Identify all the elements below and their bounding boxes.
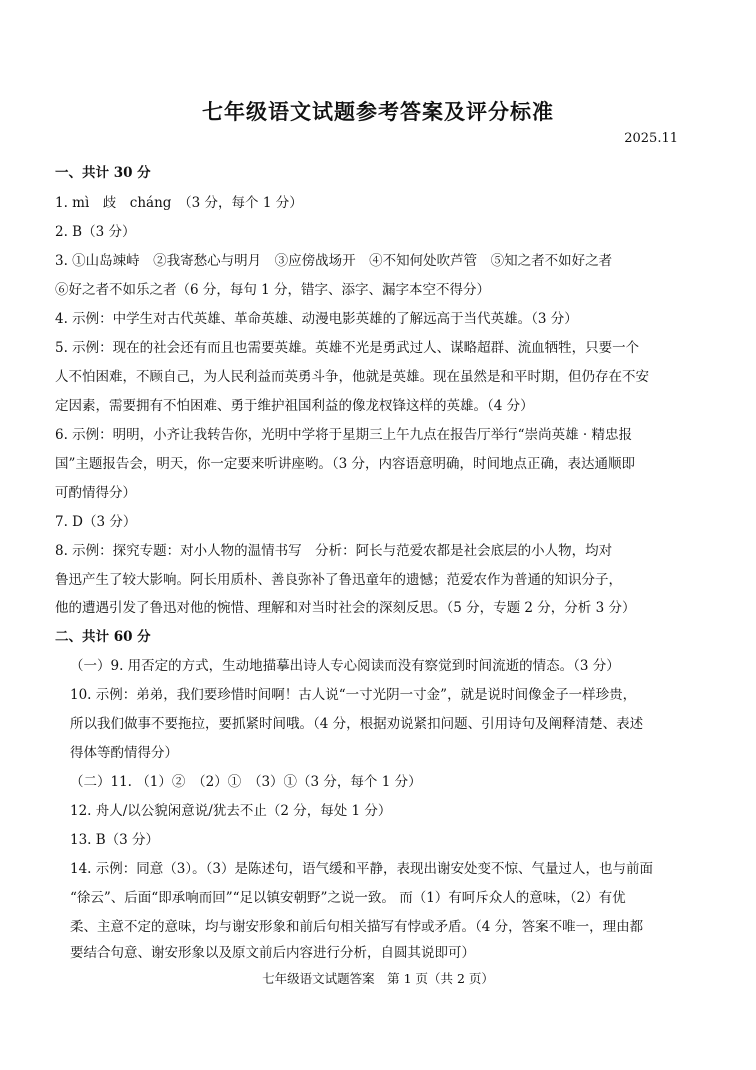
answer-line: 10. 示例：弟弟，我们要珍惜时间啊！古人说“一寸光阴一寸金”，就是说时间像金子一样珍贵， xyxy=(70,687,637,703)
answer-line: 1. mì 歧 cháng （3 分，每个 1 分） xyxy=(55,195,303,211)
answer-line: 可酌情得分） xyxy=(55,485,136,501)
answer-line: “徐云”、后面“即承响而回”“足以镇安朝野”之说一致。 而（1）有呵斥众人的意味，（2）有优 xyxy=(70,890,626,906)
answer-line: ⑥好之者不如乐之者（6 分，每句 1 分，错字、添字、漏字本空不得分） xyxy=(55,282,491,298)
answer-line: 13. B（3 分） xyxy=(70,832,160,848)
answer-line: 柔、主意不定的意味，均与谢安形象和前后句相关描写有悖或矛盾。（4 分，答案不唯一，理由都 xyxy=(70,919,644,935)
answer-line: 得体等酌情得分） xyxy=(70,745,178,761)
answer-line: 5. 示例：现在的社会还有而且也需要英雄。英雄不光是勇武过人、谋略超群、流血牺牲，只要一个 xyxy=(55,340,640,356)
answer-line: 他的遭遇引发了鲁迅对他的惋惜、理解和对当时社会的深刻反思。（5 分，专题 2 分，分析 3 分） xyxy=(55,600,636,616)
page-title: 七年级语文试题参考答案及评分标准 xyxy=(202,99,554,124)
answer-line: 人不怕困难，不顾自己，为人民利益而英勇斗争，他就是英雄。现在虽然是和平时期，但仍存在不安 xyxy=(55,369,649,385)
answer-line: （一）9. 用否定的方式，生动地描摹出诗人专心阅读而没有察觉到时间流逝的情态。（3 分） xyxy=(70,658,620,674)
answer-line: 所以我们做事不要拖拉，要抓紧时间哦。（4 分，根据劝说紧扣问题、引用诗句及阐释清楚、表述 xyxy=(70,716,644,732)
answer-line: 4. 示例：中学生对古代英雄、革命英雄、动漫电影英雄的了解远高于当代英雄。（3 分） xyxy=(55,311,578,327)
answer-line: 2. B（3 分） xyxy=(55,224,136,240)
answer-line: 8. 示例：探究专题：对小人物的温情书写 分析：阿长与范爱农都是社会底层的小人物，均对 xyxy=(55,543,613,559)
answer-line: 定因素，需要拥有不怕困难、勇于维护祖国利益的像龙杈锋这样的英雄。（4 分） xyxy=(55,398,534,414)
answer-line: 国”主题报告会，明天，你一定要来听讲座哟。（3 分，内容语意明确，时间地点正确，表达通顺即 xyxy=(55,456,636,472)
page-footer: 七年级语文试题答案 第 1 页（共 2 页） xyxy=(262,971,494,986)
answer-line: （二）11. （1）② （2）① （3）①（3 分，每个 1 分） xyxy=(70,774,422,790)
answer-line: 鲁迅产生了较大影响。阿长用质朴、善良弥补了鲁迅童年的遗憾；范爱农作为普通的知识分子， xyxy=(55,572,622,588)
answer-line: 12. 舟人/以公貌闲意说/犹去不止（2 分，每处 1 分） xyxy=(70,803,392,819)
answer-line: 14. 示例：同意（3）。（3）是陈述句，语气缓和平静，表现出谢安处变不惊、气量过人，也与前面 xyxy=(70,861,653,877)
answer-line: 3. ①山岛竦峙 ②我寄愁心与明月 ③应傍战场开 ④不知何处吹芦管 ⑤知之者不如好之者 xyxy=(55,253,613,269)
answer-line: 要结合句意、谢安形象以及原文前后内容进行分析，自圆其说即可） xyxy=(70,945,475,961)
answer-line: 7. D（3 分） xyxy=(55,514,137,530)
answer-line: 6. 示例：明明，小齐让我转告你，光明中学将于星期三上午九点在报告厅举行“崇尚英雄 · 精忠报 xyxy=(55,427,632,443)
section-heading-1: 一、共计 30 分 xyxy=(55,165,151,181)
exam-date: 2025.11 xyxy=(624,131,678,146)
section-heading-2: 二、共计 60 分 xyxy=(55,629,151,645)
